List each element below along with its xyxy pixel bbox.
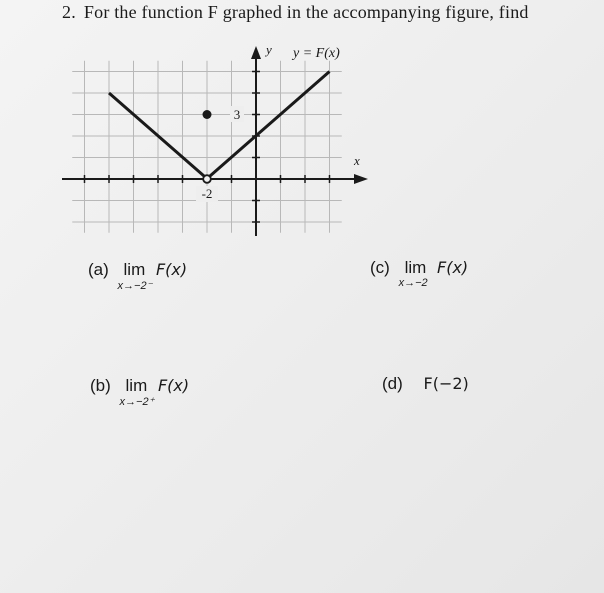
x-axis-label: x <box>354 153 360 168</box>
part-a-subscript: x→−2⁻ <box>117 280 153 292</box>
x-axis-arrow <box>354 174 368 184</box>
tick-label-x-neg2: -2 <box>201 186 213 201</box>
part-b <box>90 376 190 408</box>
part-d-expression: F(−2) <box>423 374 469 393</box>
problem-text: For the function F graphed in the accompanying figure, find <box>83 2 529 22</box>
part-d-label: (d) <box>382 374 403 393</box>
left-branch-line <box>109 93 204 176</box>
y-axis-arrow <box>251 46 261 59</box>
graph-curve <box>109 72 330 183</box>
part-a-label: (a) <box>88 260 109 279</box>
part-b-expression: F(x) <box>157 376 190 395</box>
open-point-marker <box>203 175 211 183</box>
part-c-label: (c) <box>370 258 390 277</box>
part-d <box>382 374 469 394</box>
function-label: y = F(x) <box>293 46 340 61</box>
part-b-subscript: x→−2⁺ <box>119 396 155 408</box>
part-c-subscript: x→−2 <box>398 277 428 289</box>
graph-axes <box>62 46 368 236</box>
graph-grid <box>72 61 342 233</box>
part-a-expression: F(x) <box>155 260 188 279</box>
right-branch-line <box>210 72 330 177</box>
tick-label-y-3: 3 <box>233 107 241 122</box>
part-a-lim: lim <box>123 260 146 279</box>
y-axis-label: y <box>266 42 272 57</box>
problem-number: 2. <box>62 2 76 22</box>
part-b-lim: lim <box>125 376 148 395</box>
part-c-limit <box>398 258 428 289</box>
part-c <box>370 258 469 289</box>
part-c-expression: F(x) <box>437 258 469 277</box>
part-c-lim: lim <box>404 258 427 277</box>
part-b-limit <box>119 376 155 408</box>
part-a-limit <box>117 260 153 292</box>
part-b-label: (b) <box>90 376 111 395</box>
part-a <box>88 260 188 292</box>
filled-point-marker <box>203 110 212 119</box>
